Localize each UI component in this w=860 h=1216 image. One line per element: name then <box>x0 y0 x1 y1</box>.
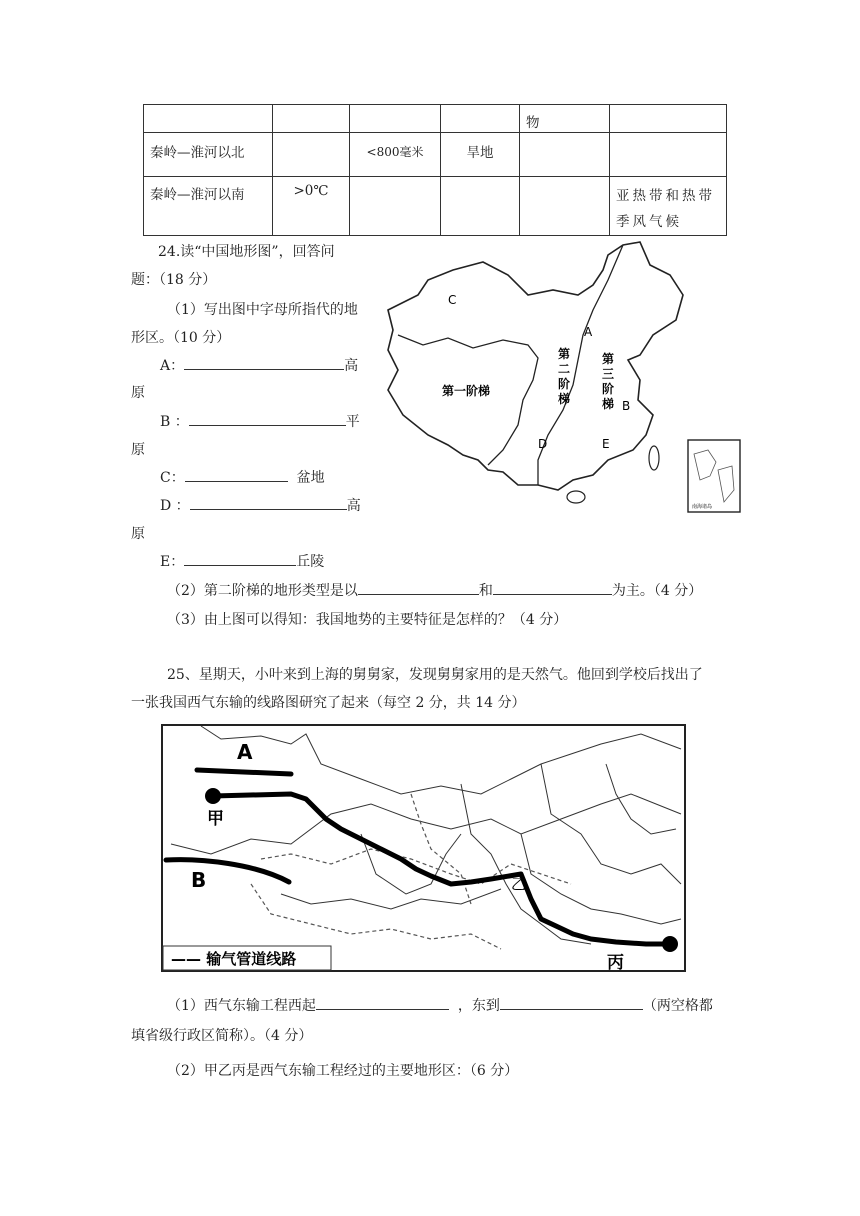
wrap-a: 原 <box>131 385 145 401</box>
pipeline-end-dot <box>662 936 678 952</box>
table-cell <box>441 177 520 236</box>
legend-text: —— 输气管道线路 <box>171 950 297 968</box>
blank-sub2-1[interactable] <box>358 580 479 595</box>
q24-sub1-cont: 形区。（10 分） <box>131 330 231 346</box>
wrap-b: 原 <box>131 442 145 458</box>
gas-pipeline-map <box>161 724 686 972</box>
table-cell: 旱地 <box>441 133 520 177</box>
label-a: A： <box>160 358 185 374</box>
label-d: D ： <box>160 498 190 514</box>
q25-intro: 25、星期天，小叶来到上海的舅舅家，发现舅舅家用的是天然气。他回到学校后找出了 <box>167 667 703 683</box>
china-outline <box>388 242 683 490</box>
map2-label-jia: 甲 <box>207 809 224 829</box>
hainan <box>567 491 585 503</box>
q24-title-cont: 题：（18 分） <box>131 272 217 288</box>
q25-intro-cont: 一张我国西气东输的线路图研究了起来（每空 2 分，共 14 分） <box>131 695 526 711</box>
map1-label-b: B <box>622 399 631 413</box>
blank-c[interactable] <box>185 467 288 482</box>
table-cell: 秦岭—淮河以北 <box>144 133 273 177</box>
sub2-mid: 和 <box>478 583 493 599</box>
south-sea-inset <box>688 440 740 512</box>
map1-step2-1: 第 <box>558 347 571 361</box>
suffix-c: 盆地 <box>296 470 325 486</box>
table-cell: <800毫米 <box>350 133 441 177</box>
q24-sub1: （1）写出图中字母所指代的地 <box>167 302 358 318</box>
map1-step3-2: 三 <box>602 367 615 381</box>
q25-sub1-suffix: （两空格都 <box>642 998 713 1014</box>
q24-sub2 <box>167 580 702 600</box>
blank-a[interactable] <box>184 355 344 370</box>
answer-line-d <box>160 495 361 515</box>
suffix-e: 丘陵 <box>296 554 325 570</box>
map1-label-c: C <box>448 293 457 307</box>
suffix-a: 高 <box>344 358 359 374</box>
label-e: E： <box>160 554 185 570</box>
pipeline-start-dot <box>205 788 221 804</box>
label-b: B ： <box>160 414 189 430</box>
china-terrain-map <box>378 240 743 515</box>
blank-b[interactable] <box>189 411 346 426</box>
blank-q25-east[interactable] <box>500 995 643 1010</box>
map1-label-e: E <box>602 437 610 451</box>
table-cell <box>350 177 441 236</box>
answer-line-c <box>160 467 325 487</box>
q25-sub1-wrap: 填省级行政区简称）。（4 分） <box>131 1028 313 1044</box>
table-cell: 物 <box>520 105 610 133</box>
table-cell <box>610 105 727 133</box>
table-cell <box>520 177 610 236</box>
q25-sub1-prefix: （1）西气东输工程西起 <box>167 998 316 1014</box>
table-cell <box>273 105 350 133</box>
answer-line-a <box>160 355 363 375</box>
map1-label-d: D <box>538 437 548 451</box>
sub2-suffix: 为主。（4 分） <box>611 583 703 599</box>
table-cell <box>144 105 273 133</box>
map1-step3-3: 阶 <box>602 382 615 396</box>
map1-step1: 第一阶梯 <box>442 384 491 398</box>
blank-e[interactable] <box>184 551 296 566</box>
map1-label-a: A <box>584 325 593 339</box>
map2-label-bing: 丙 <box>607 953 624 972</box>
table-cell <box>520 133 610 177</box>
table-cell <box>350 105 441 133</box>
table-cell: >0℃ <box>273 177 350 236</box>
suffix-d: 高 <box>346 498 361 514</box>
blank-sub2-2[interactable] <box>493 580 612 595</box>
table-cell <box>273 133 350 177</box>
label-c: C： <box>160 470 185 486</box>
sub2-prefix: （2）第二阶梯的地形类型是以 <box>167 583 358 599</box>
q24-sub3: （3）由上图可以得知：我国地势的主要特征是怎样的？（4 分） <box>167 612 568 628</box>
map1-step2-3: 阶 <box>558 377 571 391</box>
map2-label-b: B <box>191 868 207 892</box>
q25-sub1-mid: ，东到 <box>457 998 500 1014</box>
suffix-b: 平 <box>345 414 360 430</box>
table-cell: 亚热带和热带季风气候 <box>610 177 727 236</box>
map2-label-yi: 乙 <box>511 875 527 893</box>
blank-q25-west[interactable] <box>316 995 449 1010</box>
blank-d[interactable] <box>190 495 347 510</box>
map1-step3-4: 梯 <box>602 397 615 411</box>
q25-sub1 <box>167 995 713 1015</box>
answer-line-e <box>160 551 324 571</box>
map1-step2-2: 二 <box>558 362 571 376</box>
q24-title: 24.读“中国地形图”，回答问 <box>158 244 335 260</box>
map1-step2-4: 梯 <box>558 392 571 406</box>
inset-label: 南海诸岛 <box>692 504 713 510</box>
taiwan <box>649 446 659 470</box>
table-cell <box>610 133 727 177</box>
q25-sub2: （2）甲乙丙是西气东输工程经过的主要地形区：（6 分） <box>167 1063 519 1079</box>
table-cell: 秦岭—淮河以南 <box>144 177 273 236</box>
answer-line-b <box>160 411 360 431</box>
wrap-d: 原 <box>131 526 145 542</box>
map2-label-a: A <box>237 740 253 764</box>
climate-table <box>143 104 727 236</box>
table-cell <box>441 105 520 133</box>
map1-step3-1: 第 <box>602 352 615 366</box>
